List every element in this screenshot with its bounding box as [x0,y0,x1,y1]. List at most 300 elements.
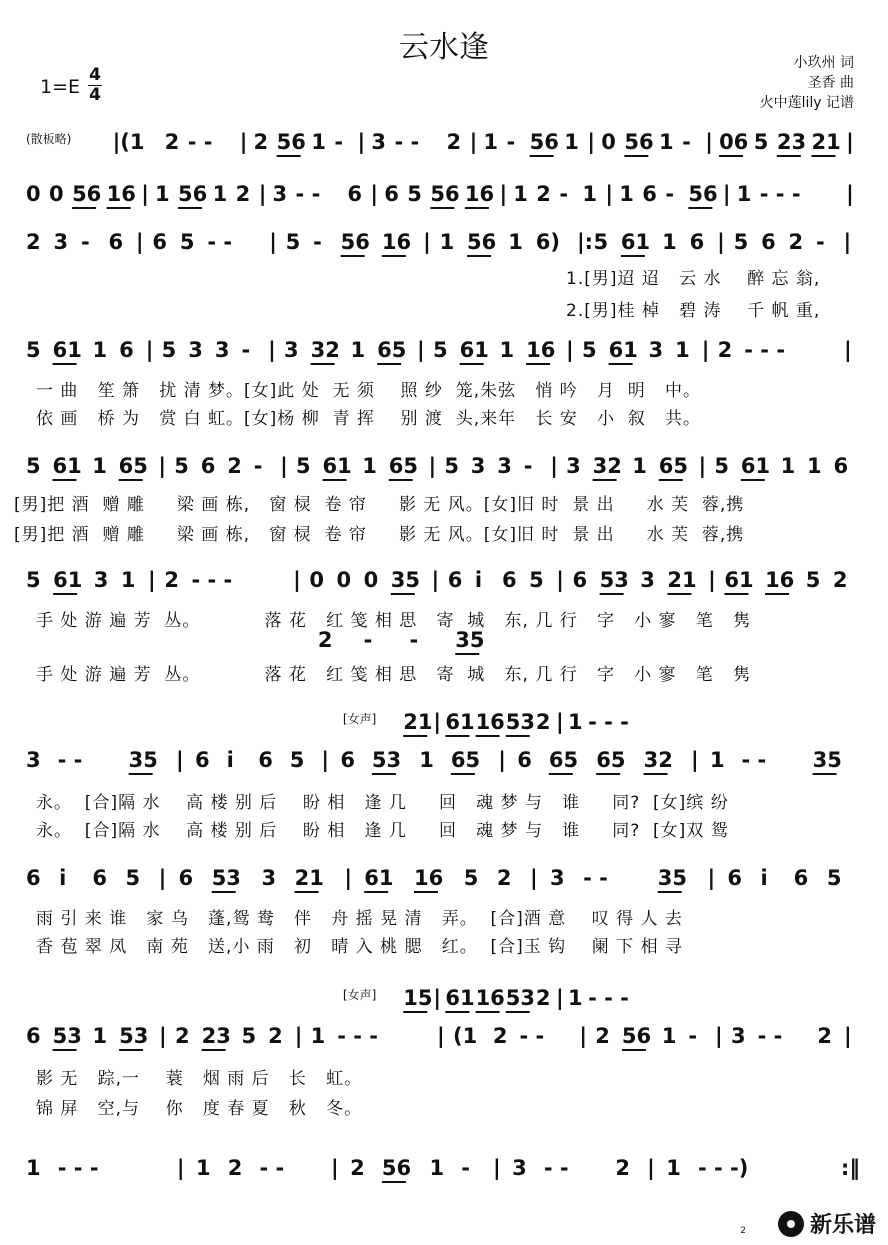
notation-lines [26,626,864,656]
note: 61 [724,568,754,592]
score-line [26,452,864,482]
note: 53 [505,710,535,734]
note: 2 [496,866,512,890]
note: - - - [588,986,629,1010]
note: 61 [445,986,475,1010]
time-signature [88,66,102,105]
note: - - [543,1156,569,1180]
note: - - - [588,710,629,734]
bar-line: | [708,568,716,592]
bar-line: | [357,130,366,154]
bar-line: | [370,182,379,206]
note: 56 [72,182,102,206]
note: 2 [26,230,41,254]
note: 0 [309,568,325,592]
note: 6 [642,182,657,206]
note: 6 [258,748,273,772]
note: - - [259,1156,285,1180]
transcriber-credit: 火中莲lily 记谱 [759,95,854,111]
note: 65 [118,454,148,478]
note: 2 [227,1156,243,1180]
note: 2 [235,182,251,206]
bar-line: | [647,1156,655,1180]
note: 3 [470,454,486,478]
note: 5 [26,338,41,362]
note: 1 [659,130,674,154]
note: 5 [805,568,821,592]
note: 61 [364,866,394,890]
note: 5 [753,130,769,154]
note: 53 [52,1024,82,1048]
lyric-verse2: 香 苞 翠 凤 南 苑 送,小 雨 初 晴 入 桃 腮 红。 [合]玉 钩 阑 下 相 寻 [36,937,683,957]
bar-line: | [846,130,854,154]
note: 5 [826,866,842,890]
note: 1 [499,338,515,362]
bar-line: | [269,230,277,254]
note: 3 [284,338,299,362]
bar-line: | [417,338,425,362]
note: - [688,1024,698,1048]
note: 1 [582,182,597,206]
bar-line: | [428,454,437,478]
lyric-verse2: 2.[男]桂 棹 碧 涛 千 帆 重, [566,301,821,321]
note: 2 [350,1156,365,1180]
note: |(1 [112,130,145,154]
bar-line: | [844,1024,852,1048]
note: 1 [483,130,499,154]
lyric-verse1: 永。 [合]隔 水 高 楼 别 后 盼 相 逢 几 回 魂 梦 与 谁 同? [女]缤 纷 [36,793,729,813]
note: - [313,230,322,254]
bar-line: | [148,568,156,592]
note: 15 [403,986,433,1010]
note: 1 [311,130,326,154]
note: 1 [780,454,796,478]
note: 1 [419,748,434,772]
note: 2 [535,986,551,1010]
bar-line: | [715,1024,723,1048]
note: 53 [505,986,535,1010]
note: 6 [347,182,362,206]
note: [女声] [342,712,377,726]
bar-line: | [587,130,596,154]
note: 0 [336,568,352,592]
bar-line: | [550,454,558,478]
note: 1 [508,230,523,254]
bar-line: | [294,1024,303,1048]
bar-line: | [321,748,330,772]
score-line [26,566,864,596]
time-bottom: 4 [89,85,101,105]
note: - - [57,748,83,772]
note: 61 [52,338,82,362]
brand-name: 新乐谱 [809,1213,876,1238]
note: 61 [608,338,638,362]
lyric-verse1: [男]把 酒 赠 雕 梁 画 栋, 窗 棂 卷 帘 影 无 风。[女]旧 时 景 出 水 芙 蓉,携 [14,495,745,515]
note: 1 [675,338,690,362]
note: 5 [582,338,597,362]
note: 1 [362,454,377,478]
bar-line: :‖ [840,1156,860,1180]
note: 1 [92,338,108,362]
note: 56 [178,182,208,206]
note: - - [187,130,213,154]
note: 5 [529,568,544,592]
note: 5 [285,230,301,254]
bar-line: | [556,568,564,592]
note: 06 [719,130,749,154]
note: 6 [200,454,216,478]
note: 65 [548,748,579,772]
bar-line: | [293,568,301,592]
note: 35 [455,628,485,652]
note: 21 [811,130,841,154]
note: 6 [501,568,517,592]
note: - [334,130,344,154]
bar-line: | [698,454,707,478]
note: 2 [227,454,242,478]
lyric-verse2: 手 处 游 遍 芳 丛。 落 花 红 笺 相 思 寄 城 东, 几 行 字 小 寥 笔 隽 [36,665,751,685]
note: 56 [621,1024,652,1048]
lyricist-credit: 小玖州 词 [793,55,854,71]
note: 21 [403,710,433,734]
note: 1 [429,1156,445,1180]
note: 53 [599,568,629,592]
note: 65 [658,454,688,478]
note: - - [583,866,608,890]
bar-line: | [469,130,478,154]
note: 2 [817,1024,833,1048]
note: 3 [566,454,581,478]
note: 1 [92,1024,108,1048]
note: 3 [261,866,277,890]
note: 2 [595,1024,610,1048]
bar-line: | [717,230,725,254]
note: - - - [191,568,233,592]
note: 6 [92,866,107,890]
note: 35 [128,748,158,772]
note: 6 [195,748,210,772]
note: 1 [666,1156,681,1180]
note: 2 [535,710,551,734]
note: - - - [744,338,786,362]
note: - - [207,230,233,254]
bar-line: | [605,182,614,206]
note: i [59,866,67,890]
note: 16 [475,710,505,734]
note: 3 [53,230,69,254]
bar-line: | [498,748,506,772]
note: [女声] [342,988,377,1002]
note: 6 [26,1024,41,1048]
note: 5 [714,454,729,478]
note: 2 [832,568,848,592]
note: 56 [529,130,559,154]
note: 6 [727,866,742,890]
note: 2 [164,130,180,154]
note: - [241,338,251,362]
lyric-verse2: 永。 [合]隔 水 高 楼 别 后 盼 相 逢 几 回 魂 梦 与 谁 同? [女]双 鸳 [36,821,729,841]
note: 1 [350,338,366,362]
note: 5 [733,230,749,254]
note: 3 [272,182,288,206]
note: 61 [620,230,651,254]
page-title: 云水逢 [399,30,489,65]
bar-line: | [141,182,149,206]
note: - [253,454,263,478]
note: - [665,182,675,206]
note: 3 [648,338,664,362]
note: 5 [174,454,189,478]
note: 23 [776,130,807,154]
note: 0 [49,182,64,206]
brand-logo [778,1208,876,1239]
note: 1 [662,230,677,254]
note: 5 [26,454,41,478]
note: - - - [337,1024,379,1048]
note: 56 [467,230,497,254]
note: 35 [390,568,421,592]
lyric-verse1: 一 曲 笙 箫 扰 清 梦。[女]此 处 无 须 照 纱 笼,朱弦 悄 吟 月 明 中。 [36,381,701,401]
note: 1 [709,748,725,772]
score-line [26,864,864,894]
note: - [682,130,691,154]
note: - [80,230,90,254]
note: 23 [201,1024,231,1048]
note: 56 [624,130,654,154]
bar-line: | [280,454,288,478]
note: 6 [517,748,532,772]
bar-line: |: [576,230,594,254]
note: 21 [667,568,697,592]
note: 6 [833,454,849,478]
bar-line: | [176,1156,185,1180]
note: 3 [512,1156,527,1180]
bar-line: | [555,710,564,734]
note: 16 [464,182,495,206]
note: 1 [513,182,528,206]
key-signature: 1=E [40,76,81,98]
note: 6 [178,866,194,890]
bar-line: | [431,568,440,592]
note: 3 [26,748,41,772]
note: 2 [615,1156,630,1180]
score-line [26,128,864,158]
score-line [26,228,864,258]
bar-line: | [566,338,574,362]
note: 1 [807,454,822,478]
note: 1 [155,182,170,206]
note: - - - [57,1156,99,1180]
bar-line: | [530,866,538,890]
bar-line: | [579,1024,587,1048]
bar-line: | [239,130,248,154]
note: 2 [788,230,804,254]
bar-line: | [846,182,854,206]
bar-line: | [258,182,267,206]
note: - - - [759,182,801,206]
note: 0 [363,568,379,592]
score-line [26,626,864,656]
note: 65 [596,748,626,772]
bar-line: | [844,338,852,362]
bar-line: | [145,338,154,362]
note: 35 [657,866,687,890]
note: 32 [592,454,622,478]
bar-line: | [555,986,564,1010]
note: 0 [26,182,41,206]
note: - [816,230,825,254]
record-icon [778,1211,804,1237]
note: - [559,182,569,206]
bar-line: | [437,1024,445,1048]
note: 5 [26,568,41,592]
note: 61 [53,568,83,592]
note: 3 [371,130,386,154]
score-line [26,708,864,738]
score-line [26,180,864,210]
note: 5 [463,866,479,890]
note: 6 [26,866,41,890]
bar-line: | [493,1156,501,1180]
note: 65 [388,454,418,478]
note: (散板略) [26,132,72,146]
note: 61 [52,454,82,478]
lyric-verse1: 手 处 游 遍 芳 丛。 落 花 红 笺 相 思 寄 城 东, 几 行 字 小 寥 笔 隽 [36,611,751,631]
note: i [474,568,483,592]
note: 1 [26,1156,41,1180]
note: 6 [384,182,399,206]
note: 56 [688,182,718,206]
bar-line: | [843,230,852,254]
note: 16 [475,986,505,1010]
note: 5 [433,338,448,362]
note: 56 [340,230,370,254]
bar-line: | [158,454,167,478]
note: 3 [188,338,203,362]
lyric-verse2: 依 画 桥 为 赏 白 虹。[女]杨 柳 青 挥 别 渡 头,来年 长 安 小 叙 共。 [36,409,701,429]
note: 1 [195,1156,211,1180]
note: 16 [765,568,795,592]
note: 6 [447,568,463,592]
note: 56 [381,1156,412,1180]
note: i [760,866,768,890]
note: 2 [268,1024,283,1048]
bar-line: | [176,748,184,772]
note: 1 [564,130,579,154]
note: 65 [450,748,481,772]
note: i [226,748,234,772]
note: 21 [294,866,324,890]
time-top: 4 [89,65,101,85]
note: 6 [152,230,168,254]
note: 32 [643,748,673,772]
note: 5 [444,454,459,478]
note: - - [741,748,767,772]
note: - [363,628,373,652]
composer-credit: 圣香 曲 [807,75,854,91]
note: 2 [317,628,333,652]
note: 53 [371,748,402,772]
note: 61 [445,710,475,734]
note: 32 [310,338,340,362]
note: 2 [717,338,733,362]
note: 1 [92,454,107,478]
note: 16 [526,338,556,362]
bar-line: | [701,338,710,362]
note: 1 [661,1024,677,1048]
note: 53 [119,1024,149,1048]
note: 1 [120,568,136,592]
note: 3 [549,866,565,890]
note: 1 [568,710,583,734]
note: 1 [439,230,455,254]
lyric-verse2: 锦 屏 空,与 你 度 春 夏 秋 冬。 [36,1099,363,1119]
bar-line: | [423,230,431,254]
note: 3 [730,1024,746,1048]
note: 5 [125,866,141,890]
note: 5 [179,230,195,254]
bar-line: | [707,866,716,890]
note: 16 [106,182,136,206]
bar-line: | [159,1024,167,1048]
note: - [409,628,419,652]
note: - [461,1156,470,1180]
bar-line: | [722,182,731,206]
note: 1 [212,182,228,206]
score-line [26,984,864,1014]
score-line [26,1022,864,1052]
lyric-verse1: 1.[男]迢 迢 云 水 醉 忘 翁, [566,269,821,289]
note: - - -) [697,1156,749,1180]
note: 6 [689,230,705,254]
note: 35 [812,748,842,772]
note: 0 [601,130,616,154]
note: 3 [640,568,655,592]
note: 2 [536,182,551,206]
score-line [26,746,864,776]
note: - - [519,1024,545,1048]
note: 16 [413,866,444,890]
note: - - [295,182,321,206]
bar-line: | [690,748,699,772]
note: 61 [459,338,489,362]
note: 16 [381,230,412,254]
note: 1 [310,1024,326,1048]
note: 2 [174,1024,190,1048]
note: 2 [253,130,269,154]
note: 5 [407,182,422,206]
bar-line: | [268,338,276,362]
note: 1 [619,182,634,206]
bar-line: | [433,986,442,1010]
note: 61 [322,454,352,478]
note: 53 [211,866,241,890]
note: 3 [497,454,512,478]
note: 2 [164,568,179,592]
note: 65 [377,338,407,362]
bar-line: | [331,1156,339,1180]
note: 1 [568,986,583,1010]
note: 6 [340,748,355,772]
note: 6 [761,230,776,254]
bar-line: | [135,230,144,254]
note: 5 [593,230,609,254]
note: 1 [736,182,752,206]
note: 3 [93,568,109,592]
note: 6 [572,568,588,592]
score-line [26,336,864,366]
bar-line: | [158,866,167,890]
